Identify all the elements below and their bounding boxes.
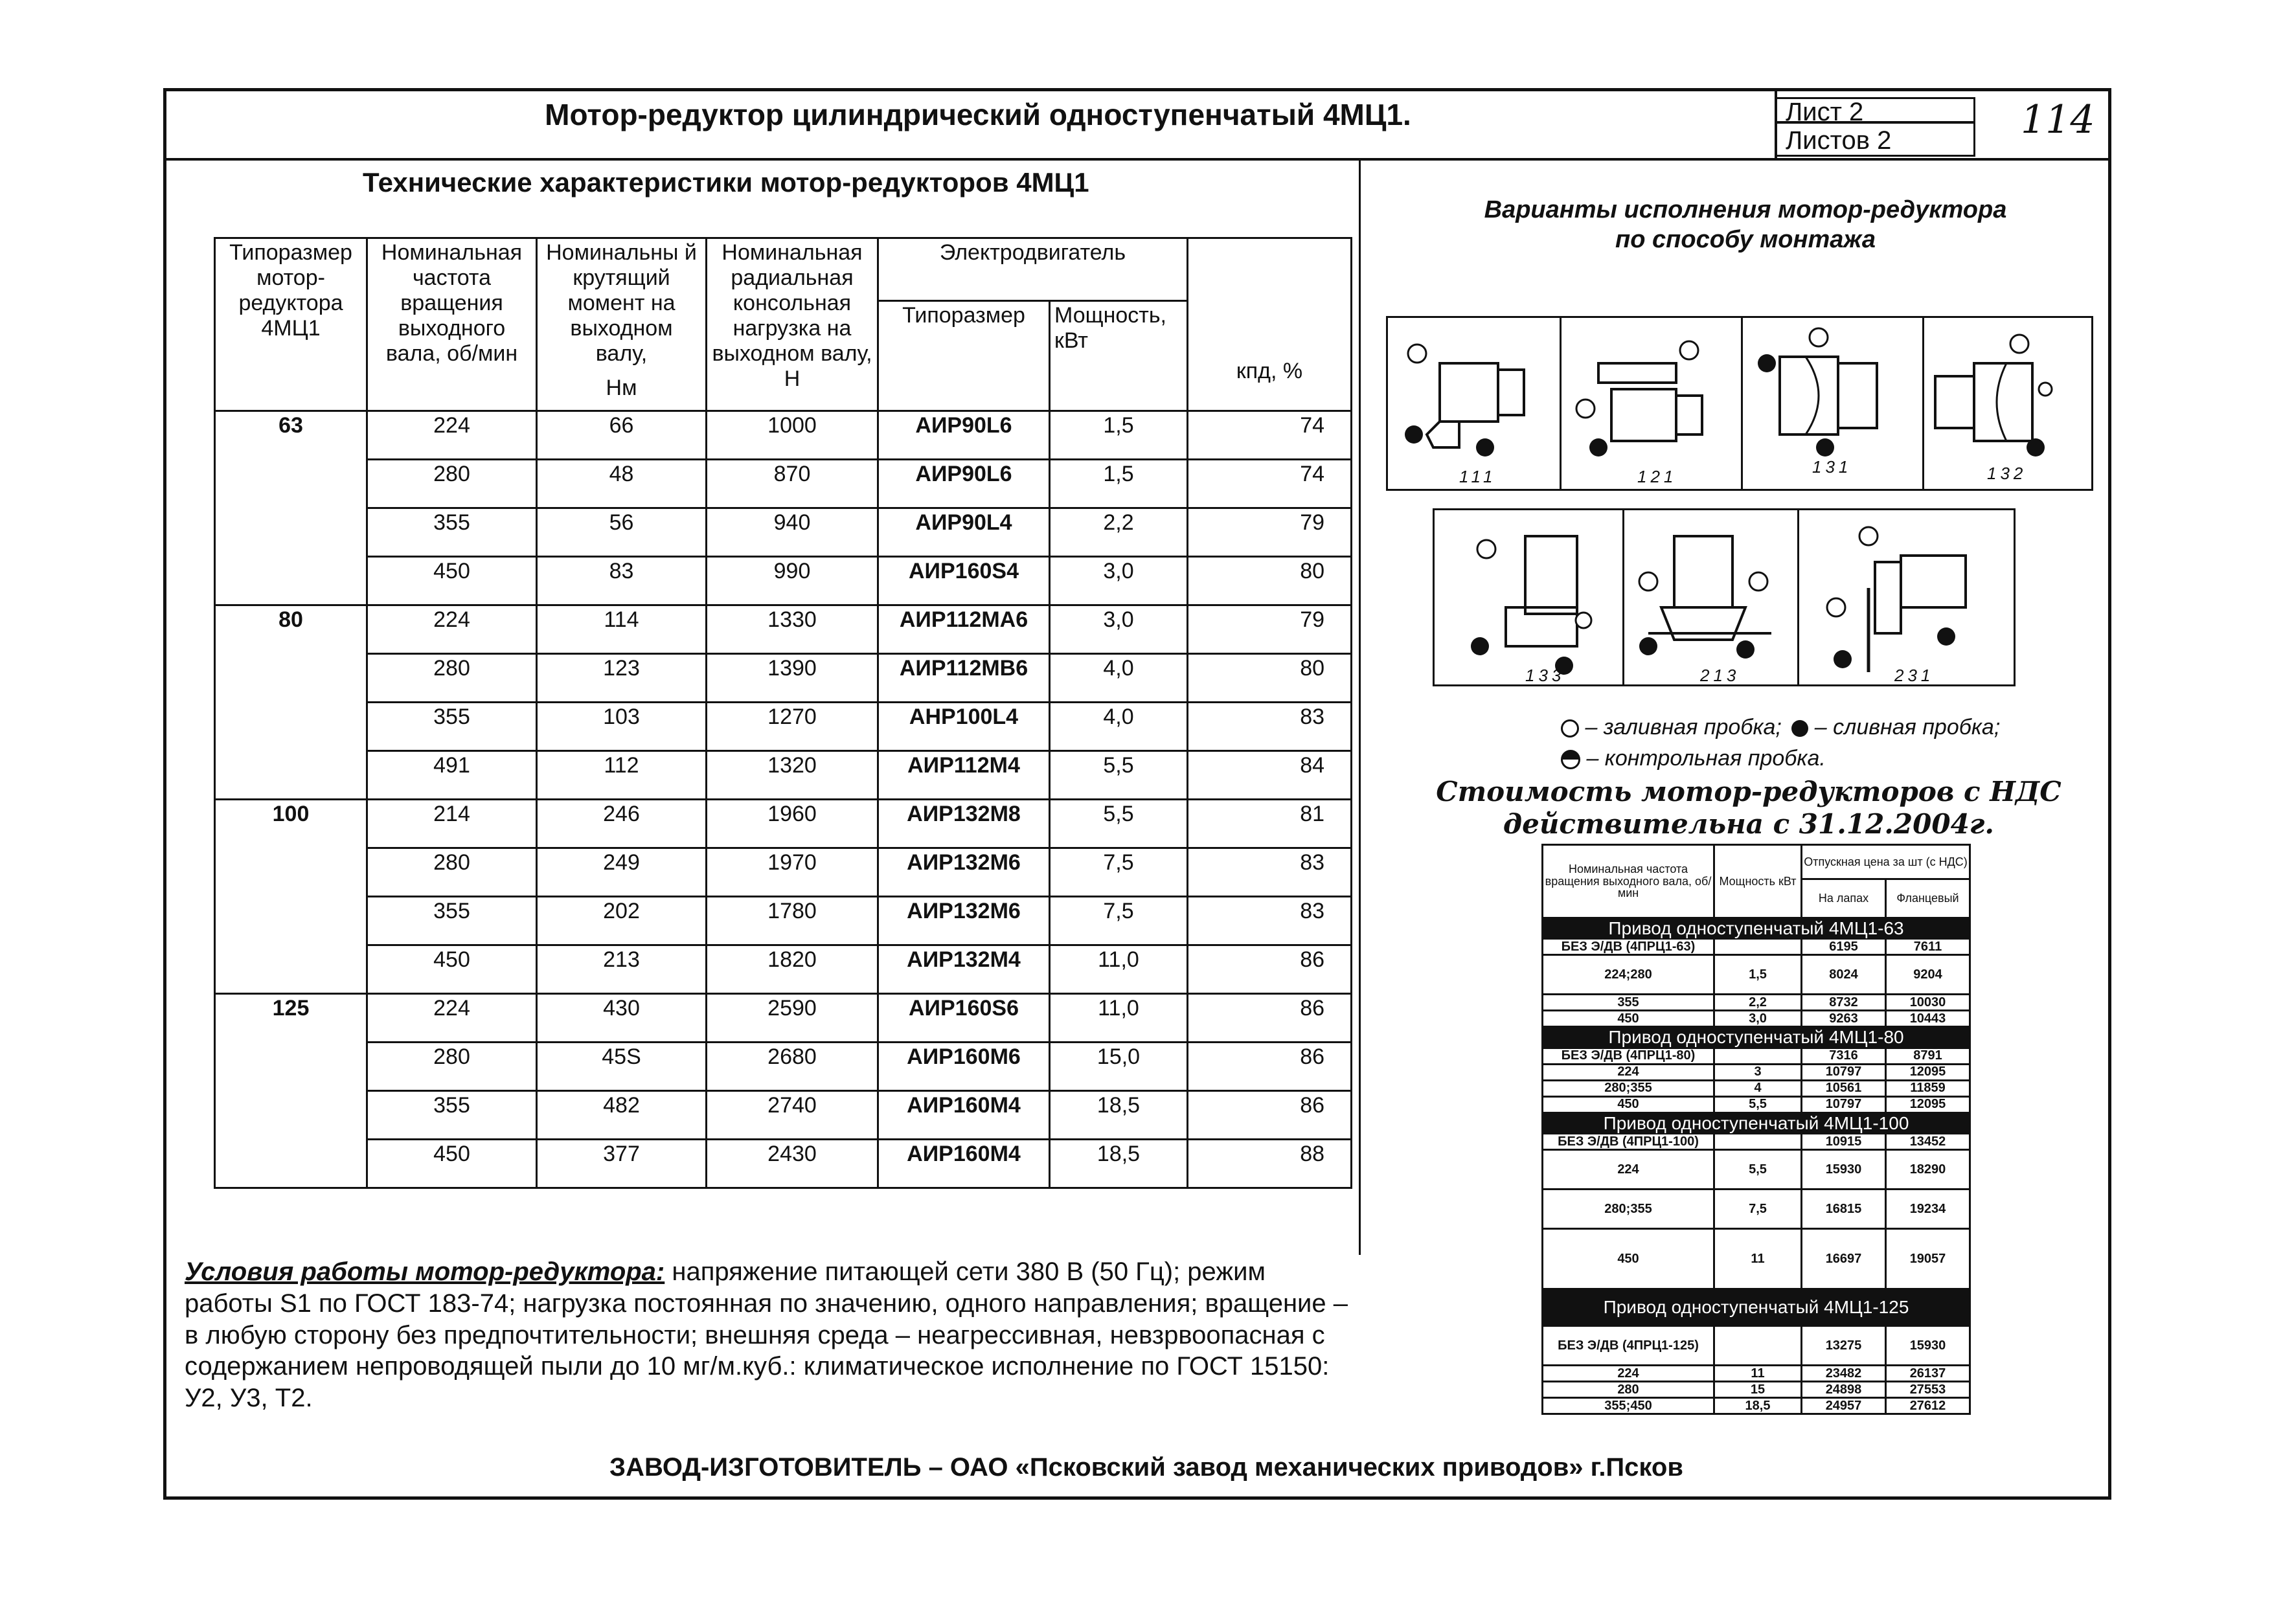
spec-load-cell: 1820 xyxy=(707,945,878,994)
price-power-cell: 5,5 xyxy=(1714,1096,1802,1112)
price-row xyxy=(1543,1080,1970,1096)
price-power-cell xyxy=(1714,1326,1802,1366)
spec-row xyxy=(215,411,1352,460)
spec-motor-cell: АИР160S6 xyxy=(878,994,1050,1043)
spec-motor-cell: АИР90L6 xyxy=(878,460,1050,508)
price-flange-cell: 7611 xyxy=(1886,939,1970,955)
plug-legend xyxy=(1561,712,2000,774)
spec-torque-cell: 213 xyxy=(537,945,707,994)
spec-load-cell: 1330 xyxy=(707,605,878,654)
spec-torque-cell: 56 xyxy=(537,508,707,557)
spec-speed-cell: 491 xyxy=(367,751,537,800)
price-row xyxy=(1543,955,1970,995)
price-paws-cell: 13275 xyxy=(1802,1326,1886,1366)
spec-motor-cell: АИР112МВ6 xyxy=(878,654,1050,703)
spec-speed-cell: 214 xyxy=(367,800,537,848)
spec-torque-cell: 377 xyxy=(537,1140,707,1188)
spec-row xyxy=(215,508,1352,557)
spec-speed-cell: 280 xyxy=(367,848,537,897)
spec-torque-cell: 114 xyxy=(537,605,707,654)
variant-213-cell xyxy=(1622,510,1799,684)
spec-power-cell: 7,5 xyxy=(1050,848,1188,897)
price-speed-cell: 450 xyxy=(1543,1096,1714,1112)
spec-speed-cell: 280 xyxy=(367,460,537,508)
spec-load-cell: 940 xyxy=(707,508,878,557)
tech-table-title: Технические характеристики мотор-редукторов 4МЦ1 xyxy=(363,167,1089,197)
spec-power-cell: 5,5 xyxy=(1050,800,1188,848)
spec-load-cell: 870 xyxy=(707,460,878,508)
price-speed-cell: 280 xyxy=(1543,1382,1714,1398)
spec-eff-cell: 83 xyxy=(1188,703,1352,751)
price-row xyxy=(1543,1011,1970,1027)
spec-row xyxy=(215,605,1352,654)
price-power-cell: 11 xyxy=(1714,1229,1802,1289)
price-section-title: Привод одноступенчатый 4МЦ1-63 xyxy=(1543,918,1970,939)
price-power-cell: 4 xyxy=(1714,1080,1802,1096)
spec-eff-cell: 80 xyxy=(1188,654,1352,703)
spec-row xyxy=(215,994,1352,1043)
spec-eff-cell: 74 xyxy=(1188,460,1352,508)
spec-torque-cell: 202 xyxy=(537,897,707,945)
price-section-title: Привод одноступенчатый 4МЦ1-100 xyxy=(1543,1112,1970,1133)
variant-231-cell xyxy=(1797,510,2017,684)
price-row xyxy=(1543,1398,1970,1414)
price-flange-cell: 10443 xyxy=(1886,1011,1970,1027)
price-paws-cell: 10797 xyxy=(1802,1064,1886,1080)
spec-power-cell: 11,0 xyxy=(1050,945,1188,994)
variant-131-cell xyxy=(1741,318,1924,489)
spec-torque-cell: 249 xyxy=(537,848,707,897)
price-row xyxy=(1543,1382,1970,1398)
price-flange-cell: 19234 xyxy=(1886,1190,1970,1229)
spec-row xyxy=(215,1043,1352,1091)
price-header-speed: Номинальная частота вращения выходного вала, об/мин xyxy=(1543,845,1714,918)
price-speed-cell: 224 xyxy=(1543,1064,1714,1080)
price-power-cell: 11 xyxy=(1714,1366,1802,1382)
spec-load-cell: 1320 xyxy=(707,751,878,800)
price-paws-cell: 9263 xyxy=(1802,1011,1886,1027)
spec-torque-cell: 112 xyxy=(537,751,707,800)
price-speed-cell: 450 xyxy=(1543,1011,1714,1027)
price-section-band xyxy=(1543,918,1970,939)
tech-spec-table xyxy=(214,237,1352,1189)
price-speed-cell: 224 xyxy=(1543,1150,1714,1190)
price-power-cell xyxy=(1714,939,1802,955)
price-flange-cell: 18290 xyxy=(1886,1150,1970,1190)
handwritten-page-number: 114 xyxy=(2021,97,2095,142)
price-paws-cell: 10561 xyxy=(1802,1080,1886,1096)
legend-drain-text: – сливная пробка; xyxy=(1814,715,2001,739)
price-row xyxy=(1543,1190,1970,1229)
spec-motor-cell: АИР132М6 xyxy=(878,897,1050,945)
price-flange-cell: 15930 xyxy=(1886,1326,1970,1366)
price-speed-cell: 355;450 xyxy=(1543,1398,1714,1414)
price-flange-cell: 13452 xyxy=(1886,1134,1970,1150)
spec-speed-cell: 355 xyxy=(367,1091,537,1140)
variant-111-drawing xyxy=(1388,318,1560,490)
spec-speed-cell: 280 xyxy=(367,654,537,703)
price-paws-cell: 24957 xyxy=(1802,1398,1886,1414)
spec-size-cell: 63 xyxy=(215,411,367,605)
price-flange-cell: 27612 xyxy=(1886,1398,1970,1414)
fill-plug-icon xyxy=(1561,719,1579,738)
spec-eff-cell: 83 xyxy=(1188,897,1352,945)
operating-conditions xyxy=(185,1256,1357,1414)
spec-eff-cell: 79 xyxy=(1188,605,1352,654)
price-row xyxy=(1543,939,1970,955)
price-row xyxy=(1543,1134,1970,1150)
spec-row xyxy=(215,703,1352,751)
spec-motor-cell: АИР160М4 xyxy=(878,1140,1050,1188)
price-flange-cell: 10030 xyxy=(1886,995,1970,1011)
spec-motor-cell: АИР132М8 xyxy=(878,800,1050,848)
spec-motor-cell: АИР90L6 xyxy=(878,411,1050,460)
variant-label-231: 231 xyxy=(1894,666,1935,685)
spec-eff-cell: 86 xyxy=(1188,1043,1352,1091)
spec-torque-cell: 103 xyxy=(537,703,707,751)
spec-torque-cell: 48 xyxy=(537,460,707,508)
variant-label-133: 133 xyxy=(1525,666,1565,685)
spec-speed-cell: 450 xyxy=(367,557,537,605)
variant-label-132: 132 xyxy=(1987,464,2027,483)
spec-speed-cell: 355 xyxy=(367,703,537,751)
spec-load-cell: 1970 xyxy=(707,848,878,897)
spec-speed-cell: 450 xyxy=(367,945,537,994)
spec-row xyxy=(215,460,1352,508)
spec-eff-cell: 80 xyxy=(1188,557,1352,605)
spec-load-cell: 2590 xyxy=(707,994,878,1043)
col-header-power: Мощность, кВт xyxy=(1050,301,1188,411)
legend-line-2 xyxy=(1561,743,2000,774)
spec-speed-cell: 450 xyxy=(367,1140,537,1188)
spec-power-cell: 7,5 xyxy=(1050,897,1188,945)
spec-load-cell: 2430 xyxy=(707,1140,878,1188)
spec-power-cell: 18,5 xyxy=(1050,1091,1188,1140)
price-row xyxy=(1543,1064,1970,1080)
torque-unit: Нм xyxy=(606,376,637,401)
variant-label-213: 213 xyxy=(1700,666,1740,685)
spec-load-cell: 990 xyxy=(707,557,878,605)
sheet-count-box: Листов 2 xyxy=(1775,122,1975,157)
spec-eff-cell: 86 xyxy=(1188,1091,1352,1140)
price-speed-cell: 280;355 xyxy=(1543,1080,1714,1096)
spec-power-cell: 1,5 xyxy=(1050,460,1188,508)
spec-row xyxy=(215,848,1352,897)
spec-motor-cell: АИР132М4 xyxy=(878,945,1050,994)
cost-title-line2: действительна с 31.12.2004г. xyxy=(1503,808,1995,840)
price-paws-cell: 8732 xyxy=(1802,995,1886,1011)
spec-speed-cell: 224 xyxy=(367,411,537,460)
spec-power-cell: 4,0 xyxy=(1050,654,1188,703)
sheet-number-box: Лист 2 xyxy=(1775,97,1975,123)
spec-row xyxy=(215,654,1352,703)
price-speed-cell: 224;280 xyxy=(1543,955,1714,995)
spec-load-cell: 2680 xyxy=(707,1043,878,1091)
price-row xyxy=(1543,1048,1970,1064)
spec-size-cell: 125 xyxy=(215,994,367,1188)
torque-header-text: Номинальны й крутящий момент на выходном валу, xyxy=(546,240,697,367)
price-speed-cell: 224 xyxy=(1543,1366,1714,1382)
price-flange-cell: 8791 xyxy=(1886,1048,1970,1064)
variant-label-131: 131 xyxy=(1812,457,1852,477)
variant-label-121: 121 xyxy=(1637,467,1677,486)
spec-power-cell: 18,5 xyxy=(1050,1140,1188,1188)
col-header-torque xyxy=(537,238,707,411)
drain-plug-icon xyxy=(1791,720,1808,737)
spec-eff-cell: 84 xyxy=(1188,751,1352,800)
legend-line-1 xyxy=(1561,712,2000,743)
mounting-variants-top xyxy=(1386,316,2093,491)
spec-power-cell: 4,0 xyxy=(1050,703,1188,751)
variant-111-cell xyxy=(1388,318,1562,489)
spec-torque-cell: 83 xyxy=(537,557,707,605)
spec-motor-cell: АИР160М6 xyxy=(878,1043,1050,1091)
spec-power-cell: 1,5 xyxy=(1050,411,1188,460)
price-section-title: Привод одноступенчатый 4МЦ1-125 xyxy=(1543,1289,1970,1326)
price-power-cell xyxy=(1714,1048,1802,1064)
price-speed-cell: БЕЗ Э/ДВ (4ПРЦ1-100) xyxy=(1543,1134,1714,1150)
price-speed-cell: 450 xyxy=(1543,1229,1714,1289)
variants-title xyxy=(1402,196,2089,254)
spec-torque-cell: 123 xyxy=(537,654,707,703)
spec-power-cell: 3,0 xyxy=(1050,605,1188,654)
variant-213-drawing xyxy=(1622,510,1797,685)
spec-row xyxy=(215,1140,1352,1188)
control-plug-icon xyxy=(1561,750,1580,769)
spec-eff-cell: 74 xyxy=(1188,411,1352,460)
price-section-title: Привод одноступенчатый 4МЦ1-80 xyxy=(1543,1027,1970,1048)
price-table xyxy=(1541,844,1971,1415)
price-header-power: Мощность кВт xyxy=(1714,845,1802,918)
spec-eff-cell: 79 xyxy=(1188,508,1352,557)
cost-title xyxy=(1425,776,2073,841)
price-flange-cell: 11859 xyxy=(1886,1080,1970,1096)
main-column-divider xyxy=(1359,161,1361,1255)
price-section-band xyxy=(1543,1027,1970,1048)
col-header-speed: Номинальная частота вращения выходного вала, об/мин xyxy=(367,238,537,411)
page-title: Мотор-редуктор цилиндрический одноступенчатый 4МЦ1. xyxy=(545,98,1411,131)
price-paws-cell: 24898 xyxy=(1802,1382,1886,1398)
col-header-motor-type: Типоразмер xyxy=(878,301,1050,411)
spec-motor-cell: АИР112МА6 xyxy=(878,605,1050,654)
variant-133-drawing xyxy=(1435,510,1622,685)
spec-row xyxy=(215,557,1352,605)
price-power-cell: 3 xyxy=(1714,1064,1802,1080)
price-flange-cell: 19057 xyxy=(1886,1229,1970,1289)
spec-torque-cell: 45S xyxy=(537,1043,707,1091)
price-flange-cell: 26137 xyxy=(1886,1366,1970,1382)
price-power-cell: 2,2 xyxy=(1714,995,1802,1011)
spec-torque-cell: 66 xyxy=(537,411,707,460)
col-header-load xyxy=(707,238,878,411)
spec-load-cell: 1780 xyxy=(707,897,878,945)
price-power-cell: 1,5 xyxy=(1714,955,1802,995)
spec-motor-cell: АИР90L4 xyxy=(878,508,1050,557)
price-speed-cell: БЕЗ Э/ДВ (4ПРЦ1-63) xyxy=(1543,939,1714,955)
header-divider xyxy=(163,158,2111,161)
spec-motor-cell: АИР112М4 xyxy=(878,751,1050,800)
price-paws-cell: 10915 xyxy=(1802,1134,1886,1150)
spec-power-cell: 11,0 xyxy=(1050,994,1188,1043)
variants-title-line1: Варианты исполнения мотор-редуктора xyxy=(1484,196,2007,223)
price-flange-cell: 12095 xyxy=(1886,1064,1970,1080)
mounting-variants-bottom xyxy=(1433,508,2016,686)
price-speed-cell: БЕЗ Э/ДВ (4ПРЦ1-80) xyxy=(1543,1048,1714,1064)
legend-control-text: – контрольная пробка. xyxy=(1586,745,1826,771)
price-power-cell: 18,5 xyxy=(1714,1398,1802,1414)
variant-133-cell xyxy=(1435,510,1624,684)
price-paws-cell: 6195 xyxy=(1802,939,1886,955)
manufacturer-footer: ЗАВОД-ИЗГОТОВИТЕЛЬ – ОАО «Псковский завод механических приводов» г.Псков xyxy=(609,1453,1683,1482)
load-header-text: Номинальная радиальная консольная нагрузка на выходном валу, xyxy=(712,240,872,367)
spec-row xyxy=(215,945,1352,994)
spec-power-cell: 3,0 xyxy=(1050,557,1188,605)
variants-title-line2: по способу монтажа xyxy=(1615,225,1876,253)
spec-eff-cell: 81 xyxy=(1188,800,1352,848)
load-unit: Н xyxy=(784,367,801,392)
spec-speed-cell: 355 xyxy=(367,508,537,557)
price-power-cell: 3,0 xyxy=(1714,1011,1802,1027)
legend-fill-text: – заливная пробка; xyxy=(1585,715,1782,739)
spec-eff-cell: 88 xyxy=(1188,1140,1352,1188)
spec-eff-cell: 86 xyxy=(1188,994,1352,1043)
spec-motor-cell: АИР160S4 xyxy=(878,557,1050,605)
price-power-cell: 7,5 xyxy=(1714,1190,1802,1229)
price-section-band xyxy=(1543,1289,1970,1326)
price-paws-cell: 15930 xyxy=(1802,1150,1886,1190)
col-header-size: Типоразмер мотор-редуктора 4МЦ1 xyxy=(215,238,367,411)
price-flange-cell: 27553 xyxy=(1886,1382,1970,1398)
price-speed-cell: БЕЗ Э/ДВ (4ПРЦ1-125) xyxy=(1543,1326,1714,1366)
spec-size-cell: 100 xyxy=(215,800,367,994)
price-paws-cell: 7316 xyxy=(1802,1048,1886,1064)
spec-torque-cell: 246 xyxy=(537,800,707,848)
spec-row xyxy=(215,800,1352,848)
spec-power-cell: 5,5 xyxy=(1050,751,1188,800)
spec-eff-cell: 86 xyxy=(1188,945,1352,994)
spec-power-cell: 2,2 xyxy=(1050,508,1188,557)
spec-load-cell: 1000 xyxy=(707,411,878,460)
col-header-motor: Электродвигатель xyxy=(878,238,1188,301)
price-paws-cell: 16815 xyxy=(1802,1190,1886,1229)
price-row xyxy=(1543,1096,1970,1112)
variant-121-drawing xyxy=(1560,318,1741,490)
spec-load-cell: 1270 xyxy=(707,703,878,751)
spec-row xyxy=(215,751,1352,800)
spec-power-cell: 15,0 xyxy=(1050,1043,1188,1091)
price-section-band xyxy=(1543,1112,1970,1133)
spec-speed-cell: 355 xyxy=(367,897,537,945)
spec-motor-cell: АНР100L4 xyxy=(878,703,1050,751)
price-power-cell xyxy=(1714,1134,1802,1150)
spec-motor-cell: АИР132М6 xyxy=(878,848,1050,897)
price-header-paws: На лапах xyxy=(1802,879,1886,918)
spec-motor-cell: АИР160М4 xyxy=(878,1091,1050,1140)
spec-torque-cell: 430 xyxy=(537,994,707,1043)
price-power-cell: 15 xyxy=(1714,1382,1802,1398)
price-row xyxy=(1543,1150,1970,1190)
variant-121-cell xyxy=(1560,318,1743,489)
price-row xyxy=(1543,1229,1970,1289)
price-header-price: Отпускная цена за шт (с НДС) xyxy=(1802,845,1970,879)
spec-speed-cell: 280 xyxy=(367,1043,537,1091)
spec-speed-cell: 224 xyxy=(367,605,537,654)
price-row xyxy=(1543,995,1970,1011)
price-row xyxy=(1543,1366,1970,1382)
price-paws-cell: 10797 xyxy=(1802,1096,1886,1112)
spec-torque-cell: 482 xyxy=(537,1091,707,1140)
price-paws-cell: 23482 xyxy=(1802,1366,1886,1382)
spec-size-cell: 80 xyxy=(215,605,367,800)
spec-load-cell: 1390 xyxy=(707,654,878,703)
conditions-text: напряжение питающей сети 380 В (50 Гц); режим работы S1 по ГОСТ 183-74; нагрузка постоянная по значению, одного направления; вращение – в любую сторону без предпочтительности; внешняя среда – неагрессивная, невзрвоопасная с содержанием непроводящей пыли до 10 мг/м.куб.: климатическое исполнение по ГОСТ 15150: У2, У3, Т2. xyxy=(185,1257,1348,1413)
price-header-flange: Фланцевый xyxy=(1886,879,1970,918)
price-paws-cell: 16697 xyxy=(1802,1229,1886,1289)
variant-231-drawing xyxy=(1797,510,2017,685)
price-speed-cell: 355 xyxy=(1543,995,1714,1011)
price-flange-cell: 12095 xyxy=(1886,1096,1970,1112)
variant-132-cell xyxy=(1922,318,2095,489)
price-speed-cell: 280;355 xyxy=(1543,1190,1714,1229)
spec-speed-cell: 224 xyxy=(367,994,537,1043)
spec-row xyxy=(215,1091,1352,1140)
spec-load-cell: 2740 xyxy=(707,1091,878,1140)
cost-title-line1: Стоимость мотор-редукторов с НДС xyxy=(1436,776,2062,807)
spec-eff-cell: 83 xyxy=(1188,848,1352,897)
conditions-label: Условия работы мотор-редуктора: xyxy=(185,1257,665,1286)
price-paws-cell: 8024 xyxy=(1802,955,1886,995)
col-header-eff: кпд, % xyxy=(1188,238,1352,411)
price-power-cell: 5,5 xyxy=(1714,1150,1802,1190)
spec-row xyxy=(215,897,1352,945)
price-flange-cell: 9204 xyxy=(1886,955,1970,995)
price-row xyxy=(1543,1326,1970,1366)
spec-load-cell: 1960 xyxy=(707,800,878,848)
variant-label-111: 111 xyxy=(1459,467,1497,486)
